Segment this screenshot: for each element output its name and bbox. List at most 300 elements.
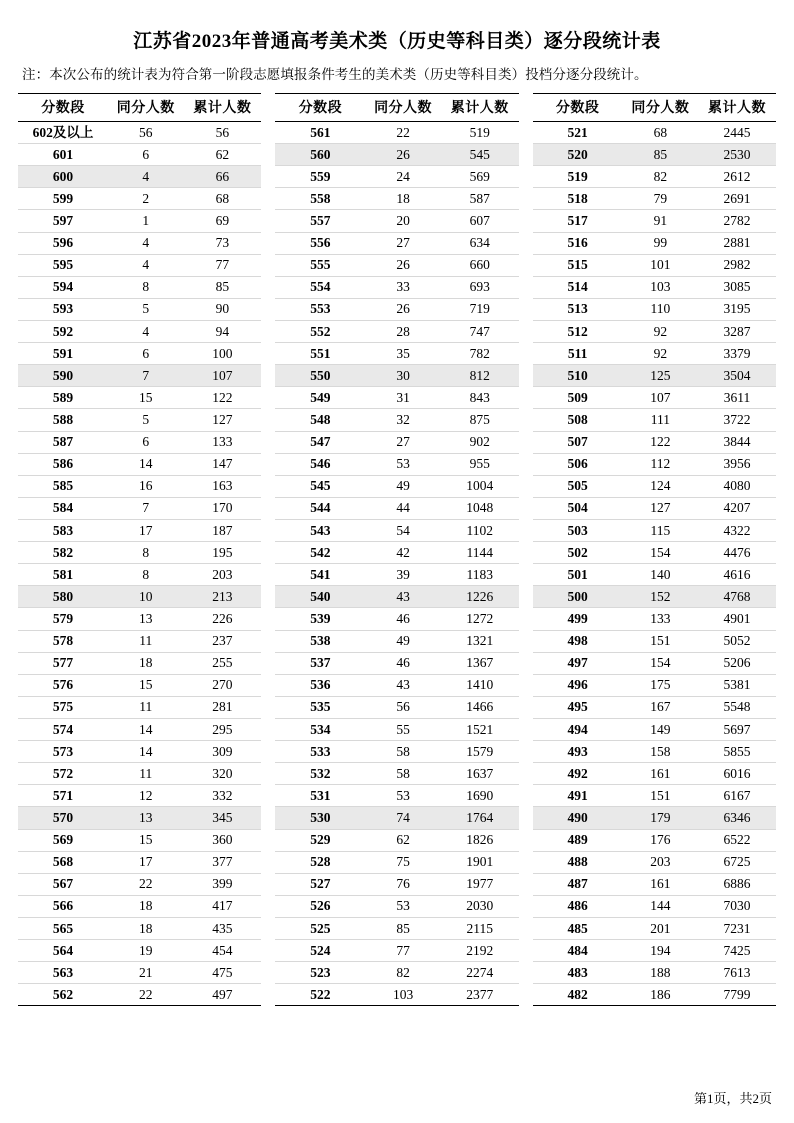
cell-score-segment: 524 <box>275 940 365 962</box>
cell-cumulative-count: 1637 <box>441 763 519 785</box>
table-row <box>533 409 776 431</box>
cell-cumulative-count: 5855 <box>698 741 776 763</box>
cell-cumulative-count: 902 <box>441 431 519 453</box>
cell-score-segment: 548 <box>275 409 365 431</box>
table-row <box>18 365 261 387</box>
cell-cumulative-count: 147 <box>183 453 261 475</box>
cell-score-segment: 541 <box>275 564 365 586</box>
cell-cumulative-count: 6725 <box>698 851 776 873</box>
table-row <box>533 564 776 586</box>
table-row <box>533 475 776 497</box>
cell-score-segment: 497 <box>533 652 623 674</box>
cell-cumulative-count: 1690 <box>441 785 519 807</box>
cell-score-segment: 546 <box>275 453 365 475</box>
cell-same-score-count: 18 <box>108 917 183 939</box>
cell-same-score-count: 107 <box>623 387 698 409</box>
cell-cumulative-count: 7030 <box>698 895 776 917</box>
table-row <box>275 210 518 232</box>
cell-same-score-count: 58 <box>365 741 440 763</box>
cell-cumulative-count: 187 <box>183 519 261 541</box>
cell-same-score-count: 203 <box>623 851 698 873</box>
table-row <box>275 873 518 895</box>
table-row <box>18 608 261 630</box>
cell-score-segment: 533 <box>275 741 365 763</box>
cell-same-score-count: 6 <box>108 431 183 453</box>
table-header-row <box>275 94 518 122</box>
cell-same-score-count: 4 <box>108 232 183 254</box>
cell-same-score-count: 26 <box>365 298 440 320</box>
table-row <box>18 387 261 409</box>
cell-same-score-count: 56 <box>365 696 440 718</box>
cell-score-segment: 594 <box>18 276 108 298</box>
cell-score-segment: 576 <box>18 674 108 696</box>
table-row <box>533 984 776 1006</box>
table-row <box>533 497 776 519</box>
cell-cumulative-count: 3085 <box>698 276 776 298</box>
table-row <box>275 962 518 984</box>
table-row <box>275 895 518 917</box>
cell-cumulative-count: 545 <box>441 144 519 166</box>
cell-score-segment: 482 <box>533 984 623 1006</box>
cell-same-score-count: 13 <box>108 807 183 829</box>
cell-score-segment: 489 <box>533 829 623 851</box>
cell-same-score-count: 161 <box>623 763 698 785</box>
cell-cumulative-count: 203 <box>183 564 261 586</box>
cell-cumulative-count: 5206 <box>698 652 776 674</box>
cell-cumulative-count: 747 <box>441 320 519 342</box>
cell-cumulative-count: 2445 <box>698 122 776 144</box>
cell-cumulative-count: 3844 <box>698 431 776 453</box>
score-table <box>18 93 261 1006</box>
cell-cumulative-count: 270 <box>183 674 261 696</box>
header-score-segment: 分数段 <box>533 94 623 122</box>
cell-same-score-count: 31 <box>365 387 440 409</box>
table-row <box>275 696 518 718</box>
cell-score-segment: 519 <box>533 166 623 188</box>
table-row <box>18 674 261 696</box>
cell-cumulative-count: 3956 <box>698 453 776 475</box>
cell-same-score-count: 7 <box>108 497 183 519</box>
cell-same-score-count: 14 <box>108 453 183 475</box>
cell-cumulative-count: 2115 <box>441 917 519 939</box>
cell-score-segment: 498 <box>533 630 623 652</box>
cell-same-score-count: 11 <box>108 763 183 785</box>
header-cumulative-count: 累计人数 <box>441 94 519 122</box>
cell-cumulative-count: 73 <box>183 232 261 254</box>
table-body-2 <box>275 122 518 1006</box>
cell-same-score-count: 17 <box>108 519 183 541</box>
cell-cumulative-count: 607 <box>441 210 519 232</box>
cell-score-segment: 580 <box>18 586 108 608</box>
cell-score-segment: 491 <box>533 785 623 807</box>
table-row <box>275 984 518 1006</box>
cell-score-segment: 543 <box>275 519 365 541</box>
header-cumulative-count: 累计人数 <box>183 94 261 122</box>
cell-score-segment: 564 <box>18 940 108 962</box>
cell-score-segment: 528 <box>275 851 365 873</box>
cell-score-segment: 584 <box>18 497 108 519</box>
cell-same-score-count: 140 <box>623 564 698 586</box>
cell-cumulative-count: 1826 <box>441 829 519 851</box>
cell-score-segment: 525 <box>275 917 365 939</box>
cell-cumulative-count: 7425 <box>698 940 776 962</box>
cell-score-segment: 563 <box>18 962 108 984</box>
header-score-segment: 分数段 <box>18 94 108 122</box>
table-row <box>275 807 518 829</box>
table-row <box>533 298 776 320</box>
cell-score-segment: 596 <box>18 232 108 254</box>
cell-score-segment: 575 <box>18 696 108 718</box>
cell-score-segment: 600 <box>18 166 108 188</box>
cell-score-segment: 505 <box>533 475 623 497</box>
cell-score-segment: 555 <box>275 254 365 276</box>
table-body-1 <box>18 122 261 1006</box>
table-row <box>275 718 518 740</box>
header-same-score-count: 同分人数 <box>365 94 440 122</box>
cell-score-segment: 539 <box>275 608 365 630</box>
page-title: 江苏省2023年普通高考美术类（历史等科目类）逐分段统计表 <box>133 31 661 52</box>
table-row <box>533 962 776 984</box>
cell-same-score-count: 125 <box>623 365 698 387</box>
table-row <box>275 586 518 608</box>
table-row <box>18 210 261 232</box>
cell-score-segment: 586 <box>18 453 108 475</box>
cell-score-segment: 544 <box>275 497 365 519</box>
cell-cumulative-count: 1367 <box>441 652 519 674</box>
cell-same-score-count: 103 <box>623 276 698 298</box>
cell-score-segment: 592 <box>18 320 108 342</box>
table-row <box>275 409 518 431</box>
cell-cumulative-count: 569 <box>441 166 519 188</box>
cell-cumulative-count: 1144 <box>441 542 519 564</box>
table-row <box>275 431 518 453</box>
cell-same-score-count: 77 <box>365 940 440 962</box>
table-row <box>533 741 776 763</box>
cell-cumulative-count: 399 <box>183 873 261 895</box>
cell-score-segment: 545 <box>275 475 365 497</box>
table-row <box>275 497 518 519</box>
score-table <box>275 93 518 1006</box>
table-row <box>18 519 261 541</box>
cell-score-segment: 486 <box>533 895 623 917</box>
cell-score-segment: 566 <box>18 895 108 917</box>
cell-cumulative-count: 6522 <box>698 829 776 851</box>
cell-cumulative-count: 3287 <box>698 320 776 342</box>
table-row <box>533 343 776 365</box>
cell-score-segment: 536 <box>275 674 365 696</box>
table-row <box>18 895 261 917</box>
cell-score-segment: 501 <box>533 564 623 586</box>
cell-cumulative-count: 843 <box>441 387 519 409</box>
cell-same-score-count: 103 <box>365 984 440 1006</box>
cell-same-score-count: 46 <box>365 608 440 630</box>
table-row <box>533 873 776 895</box>
table-row <box>533 674 776 696</box>
cell-score-segment: 532 <box>275 763 365 785</box>
table-row <box>275 630 518 652</box>
cell-score-segment: 565 <box>18 917 108 939</box>
cell-same-score-count: 76 <box>365 873 440 895</box>
cell-cumulative-count: 255 <box>183 652 261 674</box>
cell-same-score-count: 110 <box>623 298 698 320</box>
cell-score-segment: 590 <box>18 365 108 387</box>
cell-cumulative-count: 519 <box>441 122 519 144</box>
cell-cumulative-count: 4768 <box>698 586 776 608</box>
cell-score-segment: 488 <box>533 851 623 873</box>
table-row <box>533 254 776 276</box>
cell-cumulative-count: 5697 <box>698 718 776 740</box>
cell-score-segment: 494 <box>533 718 623 740</box>
table-row <box>275 365 518 387</box>
table-row <box>275 276 518 298</box>
table-row <box>18 785 261 807</box>
cell-score-segment: 530 <box>275 807 365 829</box>
cell-same-score-count: 8 <box>108 564 183 586</box>
cell-score-segment: 484 <box>533 940 623 962</box>
cell-same-score-count: 4 <box>108 254 183 276</box>
cell-same-score-count: 53 <box>365 785 440 807</box>
cell-same-score-count: 46 <box>365 652 440 674</box>
table-row <box>275 453 518 475</box>
table-row <box>533 519 776 541</box>
cell-same-score-count: 18 <box>365 188 440 210</box>
cell-cumulative-count: 875 <box>441 409 519 431</box>
cell-cumulative-count: 2274 <box>441 962 519 984</box>
table-row <box>18 453 261 475</box>
cell-same-score-count: 133 <box>623 608 698 630</box>
cell-score-segment: 516 <box>533 232 623 254</box>
cell-same-score-count: 49 <box>365 630 440 652</box>
table-row <box>275 232 518 254</box>
cell-score-segment: 538 <box>275 630 365 652</box>
table-row <box>275 608 518 630</box>
cell-cumulative-count: 1764 <box>441 807 519 829</box>
cell-same-score-count: 154 <box>623 652 698 674</box>
header-same-score-count: 同分人数 <box>623 94 698 122</box>
cell-cumulative-count: 812 <box>441 365 519 387</box>
cell-cumulative-count: 3722 <box>698 409 776 431</box>
cell-score-segment: 506 <box>533 453 623 475</box>
cell-same-score-count: 14 <box>108 718 183 740</box>
table-row <box>18 851 261 873</box>
cell-score-segment: 601 <box>18 144 108 166</box>
cell-score-segment: 597 <box>18 210 108 232</box>
cell-score-segment: 483 <box>533 962 623 984</box>
cell-cumulative-count: 68 <box>183 188 261 210</box>
cell-cumulative-count: 195 <box>183 542 261 564</box>
cell-same-score-count: 175 <box>623 674 698 696</box>
cell-cumulative-count: 1183 <box>441 564 519 586</box>
cell-cumulative-count: 4476 <box>698 542 776 564</box>
cell-score-segment: 553 <box>275 298 365 320</box>
cell-same-score-count: 56 <box>108 122 183 144</box>
cell-same-score-count: 176 <box>623 829 698 851</box>
cell-score-segment: 551 <box>275 343 365 365</box>
table-row <box>275 188 518 210</box>
cell-cumulative-count: 309 <box>183 741 261 763</box>
table-row <box>18 984 261 1006</box>
table-row <box>18 122 261 144</box>
cell-cumulative-count: 360 <box>183 829 261 851</box>
cell-cumulative-count: 1048 <box>441 497 519 519</box>
table-row <box>275 122 518 144</box>
cell-cumulative-count: 782 <box>441 343 519 365</box>
cell-same-score-count: 33 <box>365 276 440 298</box>
table-row <box>275 343 518 365</box>
cell-score-segment: 490 <box>533 807 623 829</box>
score-table-column-2 <box>275 93 518 1006</box>
cell-cumulative-count: 1102 <box>441 519 519 541</box>
cell-cumulative-count: 497 <box>183 984 261 1006</box>
cell-score-segment: 537 <box>275 652 365 674</box>
cell-score-segment: 578 <box>18 630 108 652</box>
cell-score-segment: 595 <box>18 254 108 276</box>
cell-cumulative-count: 475 <box>183 962 261 984</box>
cell-cumulative-count: 133 <box>183 431 261 453</box>
table-row <box>275 564 518 586</box>
cell-score-segment: 503 <box>533 519 623 541</box>
table-row <box>533 917 776 939</box>
table-row <box>533 188 776 210</box>
cell-same-score-count: 44 <box>365 497 440 519</box>
cell-same-score-count: 53 <box>365 453 440 475</box>
table-row <box>275 785 518 807</box>
cell-score-segment: 507 <box>533 431 623 453</box>
cell-same-score-count: 10 <box>108 586 183 608</box>
cell-same-score-count: 151 <box>623 785 698 807</box>
cell-same-score-count: 12 <box>108 785 183 807</box>
cell-cumulative-count: 4901 <box>698 608 776 630</box>
table-row <box>533 785 776 807</box>
cell-cumulative-count: 1410 <box>441 674 519 696</box>
cell-cumulative-count: 6886 <box>698 873 776 895</box>
header-same-score-count: 同分人数 <box>108 94 183 122</box>
cell-same-score-count: 15 <box>108 387 183 409</box>
cell-cumulative-count: 2192 <box>441 940 519 962</box>
table-row <box>18 409 261 431</box>
cell-same-score-count: 15 <box>108 829 183 851</box>
cell-score-segment: 527 <box>275 873 365 895</box>
cell-same-score-count: 158 <box>623 741 698 763</box>
cell-cumulative-count: 332 <box>183 785 261 807</box>
cell-score-segment: 547 <box>275 431 365 453</box>
cell-cumulative-count: 1521 <box>441 718 519 740</box>
cell-cumulative-count: 2782 <box>698 210 776 232</box>
table-row <box>275 519 518 541</box>
cell-cumulative-count: 3379 <box>698 343 776 365</box>
table-row <box>275 144 518 166</box>
cell-cumulative-count: 1226 <box>441 586 519 608</box>
cell-cumulative-count: 2691 <box>698 188 776 210</box>
cell-score-segment: 522 <box>275 984 365 1006</box>
cell-cumulative-count: 170 <box>183 497 261 519</box>
cell-cumulative-count: 5381 <box>698 674 776 696</box>
cell-score-segment: 579 <box>18 608 108 630</box>
cell-cumulative-count: 435 <box>183 917 261 939</box>
cell-same-score-count: 20 <box>365 210 440 232</box>
cell-score-segment: 602及以上 <box>18 122 108 144</box>
cell-cumulative-count: 2377 <box>441 984 519 1006</box>
table-row <box>275 387 518 409</box>
cell-same-score-count: 152 <box>623 586 698 608</box>
table-row <box>18 320 261 342</box>
cell-score-segment: 556 <box>275 232 365 254</box>
table-row <box>275 542 518 564</box>
cell-score-segment: 587 <box>18 431 108 453</box>
cell-cumulative-count: 4322 <box>698 519 776 541</box>
cell-cumulative-count: 955 <box>441 453 519 475</box>
cell-cumulative-count: 77 <box>183 254 261 276</box>
cell-score-segment: 534 <box>275 718 365 740</box>
cell-cumulative-count: 4080 <box>698 475 776 497</box>
table-row <box>275 741 518 763</box>
cell-cumulative-count: 122 <box>183 387 261 409</box>
cell-score-segment: 573 <box>18 741 108 763</box>
cell-same-score-count: 68 <box>623 122 698 144</box>
table-row <box>275 652 518 674</box>
cell-cumulative-count: 7799 <box>698 984 776 1006</box>
cell-same-score-count: 58 <box>365 763 440 785</box>
cell-same-score-count: 167 <box>623 696 698 718</box>
cell-same-score-count: 75 <box>365 851 440 873</box>
cell-same-score-count: 101 <box>623 254 698 276</box>
cell-same-score-count: 194 <box>623 940 698 962</box>
cell-same-score-count: 85 <box>365 917 440 939</box>
cell-same-score-count: 112 <box>623 453 698 475</box>
cell-cumulative-count: 1901 <box>441 851 519 873</box>
cell-cumulative-count: 3611 <box>698 387 776 409</box>
cell-cumulative-count: 2530 <box>698 144 776 166</box>
cell-score-segment: 599 <box>18 188 108 210</box>
table-row <box>533 763 776 785</box>
cell-same-score-count: 24 <box>365 166 440 188</box>
cell-score-segment: 500 <box>533 586 623 608</box>
cell-same-score-count: 115 <box>623 519 698 541</box>
table-row <box>18 917 261 939</box>
table-row <box>18 940 261 962</box>
cell-same-score-count: 161 <box>623 873 698 895</box>
table-row <box>18 718 261 740</box>
cell-cumulative-count: 94 <box>183 320 261 342</box>
cell-cumulative-count: 69 <box>183 210 261 232</box>
cell-same-score-count: 43 <box>365 674 440 696</box>
table-row <box>18 962 261 984</box>
cell-cumulative-count: 237 <box>183 630 261 652</box>
cell-cumulative-count: 719 <box>441 298 519 320</box>
cell-same-score-count: 92 <box>623 343 698 365</box>
cell-same-score-count: 28 <box>365 320 440 342</box>
cell-score-segment: 570 <box>18 807 108 829</box>
cell-score-segment: 517 <box>533 210 623 232</box>
table-row <box>533 829 776 851</box>
cell-cumulative-count: 62 <box>183 144 261 166</box>
cell-cumulative-count: 3504 <box>698 365 776 387</box>
table-row <box>18 431 261 453</box>
cell-same-score-count: 82 <box>623 166 698 188</box>
cell-cumulative-count: 6346 <box>698 807 776 829</box>
table-header-row <box>533 94 776 122</box>
table-row <box>533 387 776 409</box>
cell-same-score-count: 17 <box>108 851 183 873</box>
cell-same-score-count: 8 <box>108 542 183 564</box>
cell-same-score-count: 179 <box>623 807 698 829</box>
score-table <box>533 93 776 1006</box>
cell-same-score-count: 49 <box>365 475 440 497</box>
cell-cumulative-count: 85 <box>183 276 261 298</box>
cell-same-score-count: 55 <box>365 718 440 740</box>
table-row <box>18 144 261 166</box>
cell-score-segment: 581 <box>18 564 108 586</box>
